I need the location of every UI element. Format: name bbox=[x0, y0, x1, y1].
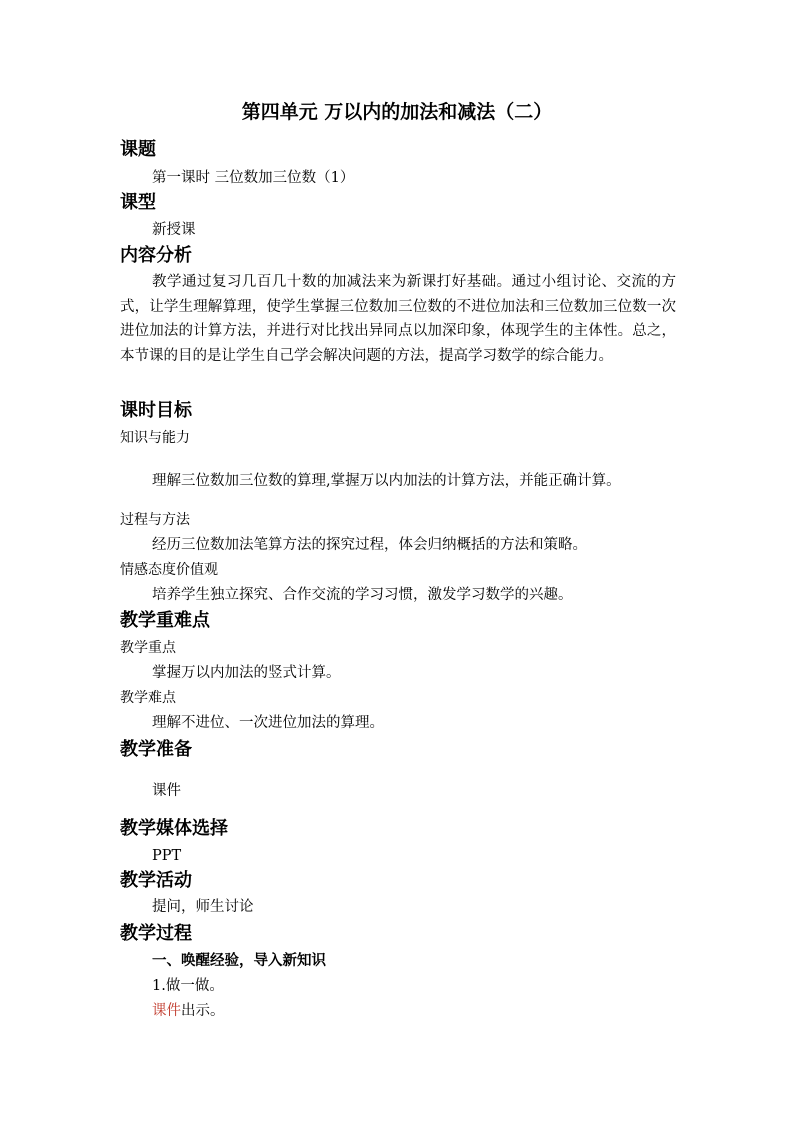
process-item-1: 1.做一做。 bbox=[152, 978, 224, 994]
emotion-text: 培养学生独立探究、合作交流的学习习惯，激发学习数学的兴趣。 bbox=[152, 587, 573, 603]
heading-media: 教学媒体选择 bbox=[120, 818, 228, 839]
lesson-type-text: 新授课 bbox=[152, 222, 196, 238]
difficulty-label: 教学难点 bbox=[120, 690, 176, 706]
media-text: PPT bbox=[152, 848, 182, 864]
topic-text: 第一课时 三位数加三位数（1） bbox=[152, 170, 355, 186]
heading-preparation: 教学准备 bbox=[120, 739, 192, 760]
heading-activities: 教学活动 bbox=[120, 870, 192, 891]
knowledge-label: 知识与能力 bbox=[120, 430, 190, 446]
focus-label: 教学重点 bbox=[120, 640, 176, 656]
knowledge-text: 理解三位数加三位数的算理,掌握万以内加法的计算方法，并能正确计算。 bbox=[152, 473, 621, 489]
heading-teaching-process: 教学过程 bbox=[120, 923, 192, 944]
focus-text: 掌握万以内加法的竖式计算。 bbox=[152, 665, 341, 681]
process-method-text: 经历三位数加法笔算方法的探究过程，体会归纳概括的方法和策略。 bbox=[152, 537, 587, 553]
heading-key-points: 教学重难点 bbox=[120, 610, 210, 631]
heading-topic: 课题 bbox=[120, 139, 156, 160]
process-item-2-rest: 出示。 bbox=[181, 1003, 225, 1019]
preparation-text: 课件 bbox=[152, 783, 181, 799]
process-step-1: 一、唤醒经验，导入新知识 bbox=[152, 952, 326, 969]
heading-objectives: 课时目标 bbox=[120, 400, 192, 421]
activities-text: 提问，师生讨论 bbox=[152, 899, 254, 915]
document-title: 第四单元 万以内的加法和减法（二） bbox=[241, 101, 553, 123]
difficulty-text: 理解不进位、一次进位加法的算理。 bbox=[152, 715, 384, 731]
content-analysis-paragraph: 教学通过复习几百几十数的加减法来为新课打好基础。通过小组讨论、交流的方式，让学生理解算理，使学生掌握三位数加三位数的不进位加法和三位数加三位数一次进位加法的计算方法，并进行对比找出异同点以加深印象，体现学生的主体性。总之，本节课的目的是让学生自己学会解决问题的方法，提高学习数学的综合能力。 bbox=[120, 274, 676, 364]
heading-lesson-type: 课型 bbox=[120, 192, 156, 213]
process-item-2 bbox=[152, 1000, 225, 1022]
process-method-label: 过程与方法 bbox=[120, 512, 190, 528]
emotion-label: 情感态度价值观 bbox=[120, 562, 218, 578]
highlight-courseware: 课件 bbox=[152, 1003, 181, 1019]
heading-content-analysis: 内容分析 bbox=[120, 245, 192, 266]
